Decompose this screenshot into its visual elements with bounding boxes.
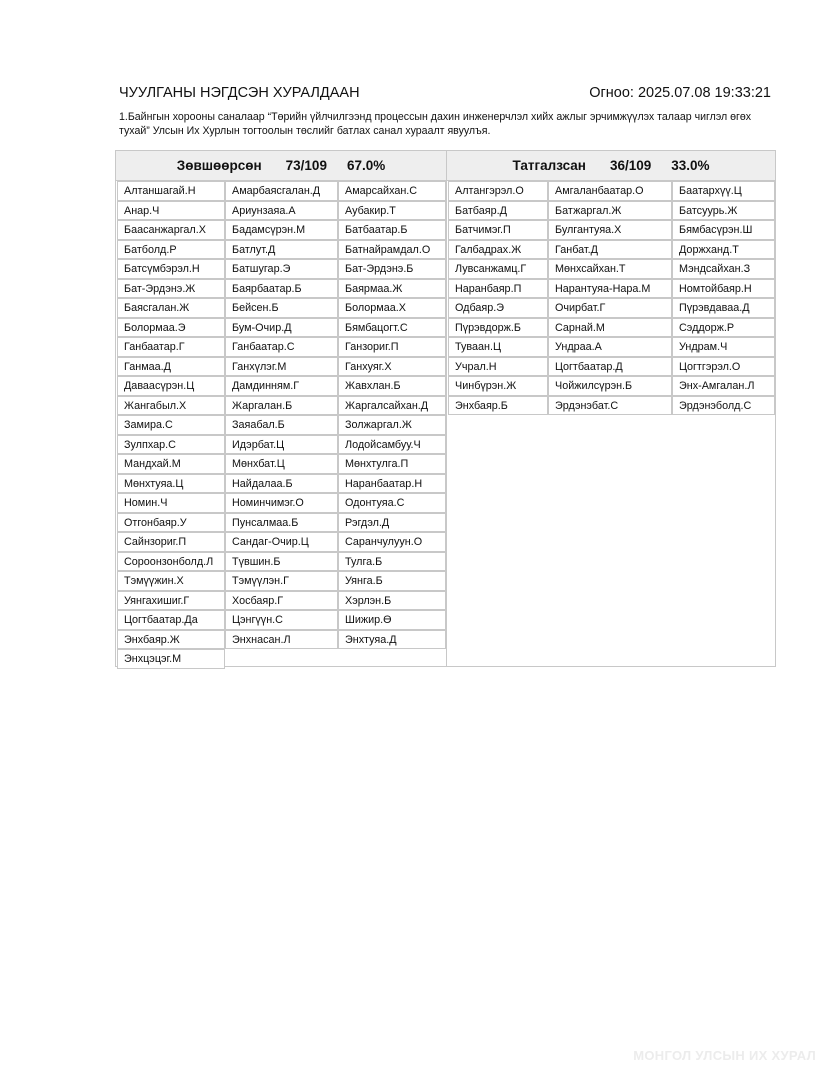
member-name-cell: Чинбүрэн.Ж xyxy=(448,376,548,396)
member-name-cell: Пүрэвдаваа.Д xyxy=(672,298,775,318)
watermark: МОНГОЛ УЛСЫН ИХ ХУРАЛ xyxy=(633,1048,816,1063)
member-name-cell: Сороонзонболд.Л xyxy=(117,552,225,572)
member-name-cell: Булгантуяа.Х xyxy=(548,220,672,240)
member-name-cell: Бат-Эрдэнэ.Б xyxy=(338,259,446,279)
member-name-cell: Ундрам.Ч xyxy=(672,337,775,357)
member-name-cell: Амарбаясгалан.Д xyxy=(225,181,338,201)
member-name-cell: Пүрэвдорж.Б xyxy=(448,318,548,338)
member-name-cell: Жангабыл.Х xyxy=(117,396,225,416)
member-name-cell: Найдалаа.Б xyxy=(225,474,338,494)
member-name-cell: Лувсанжамц.Г xyxy=(448,259,548,279)
member-name-cell: Жаргалан.Б xyxy=(225,396,338,416)
member-name-cell: Түвшин.Б xyxy=(225,552,338,572)
approved-table xyxy=(116,151,447,666)
approved-count: 73/109 xyxy=(285,158,327,173)
member-name-cell: Аубакир.Т xyxy=(338,201,446,221)
member-name-cell: Жавхлан.Б xyxy=(338,376,446,396)
member-name-cell: Рэгдэл.Д xyxy=(338,513,446,533)
rejected-percent: 33.0% xyxy=(671,158,710,173)
member-name-cell: Идэрбат.Ц xyxy=(225,435,338,455)
member-name-cell: Батболд.Р xyxy=(117,240,225,260)
member-name-cell: Лодойсамбуу.Ч xyxy=(338,435,446,455)
member-name-cell: Галбадрах.Ж xyxy=(448,240,548,260)
member-name-cell: Цогтгэрэл.О xyxy=(672,357,775,377)
member-name-cell: Баярбаатар.Б xyxy=(225,279,338,299)
member-name-cell: Цэнгүүн.С xyxy=(225,610,338,630)
member-name-cell: Батбаяр.Д xyxy=(448,201,548,221)
rejected-table xyxy=(447,151,775,666)
member-name-cell: Ганзориг.П xyxy=(338,337,446,357)
member-name-cell: Сэддорж.Р xyxy=(672,318,775,338)
member-name-cell: Мөнхбат.Ц xyxy=(225,454,338,474)
member-name-cell: Ганбаатар.Г xyxy=(117,337,225,357)
member-name-cell: Золжаргал.Ж xyxy=(338,415,446,435)
member-name-cell: Болормаа.Э xyxy=(117,318,225,338)
motion-text: 1.Байнгын хорооны саналаар “Төрийн үйлчилгээнд процессын дахин инженерчлэл хийх ажлыг эрчимжүүлэх талаар чиглэл өгөх тухай” Улсын Их Хурлын тогтоолын төслийг батлах санал хураалт явуулъя. xyxy=(119,111,752,137)
member-name-cell: Баясгалан.Ж xyxy=(117,298,225,318)
member-name-cell: Энхбаяр.Ж xyxy=(117,630,225,650)
member-name-cell: Батжаргал.Ж xyxy=(548,201,672,221)
approved-percent: 67.0% xyxy=(346,158,386,173)
member-name-cell: Одонтуяа.С xyxy=(338,493,446,513)
rejected-label: Татгалзсан xyxy=(512,158,586,173)
member-name-cell: Бейсен.Б xyxy=(225,298,338,318)
member-name-cell: Алтаншагай.Н xyxy=(117,181,225,201)
member-name-cell: Батбаатар.Б xyxy=(338,220,446,240)
member-name-cell: Бум-Очир.Д xyxy=(225,318,338,338)
member-name-cell: Баасанжаргал.Х xyxy=(117,220,225,240)
member-name-cell: Мандхай.М xyxy=(117,454,225,474)
member-name-cell: Хэрлэн.Б xyxy=(338,591,446,611)
member-name-cell: Хосбаяр.Г xyxy=(225,591,338,611)
member-name-cell: Дамдинням.Г xyxy=(225,376,338,396)
member-name-cell: Сайнзориг.П xyxy=(117,532,225,552)
member-name-cell: Замира.С xyxy=(117,415,225,435)
member-name-cell: Ганхүлэг.М xyxy=(225,357,338,377)
member-name-cell: Мөнхтулга.П xyxy=(338,454,446,474)
member-name-cell: Одбаяр.Э xyxy=(448,298,548,318)
member-name-cell: Чойжилсүрэн.Б xyxy=(548,376,672,396)
member-name-cell: Бямбасүрэн.Ш xyxy=(672,220,775,240)
member-name-cell: Энхнасан.Л xyxy=(225,630,338,650)
member-name-cell: Шижир.Ө xyxy=(338,610,446,630)
member-name-cell: Батнайрамдал.О xyxy=(338,240,446,260)
member-name-cell: Доржханд.Т xyxy=(672,240,775,260)
member-name-cell: Ганбаатар.С xyxy=(225,337,338,357)
rejected-count: 36/109 xyxy=(609,158,652,173)
member-name-cell: Номтойбаяр.Н xyxy=(672,279,775,299)
vote-date: Огноо: 2025.07.08 19:33:21 xyxy=(589,85,771,101)
page-header xyxy=(119,83,771,103)
member-name-cell: Зулпхар.С xyxy=(117,435,225,455)
member-name-cell: Очирбат.Г xyxy=(548,298,672,318)
member-name-cell: Амгаланбаатар.О xyxy=(548,181,672,201)
member-name-cell: Батсүмбэрэл.Н xyxy=(117,259,225,279)
member-name-cell: Номин.Ч xyxy=(117,493,225,513)
member-name-cell: Номинчимэг.О xyxy=(225,493,338,513)
member-name-cell: Пунсалмаа.Б xyxy=(225,513,338,533)
member-name-cell: Сарнай.М xyxy=(548,318,672,338)
member-name-cell: Энхбаяр.Б xyxy=(448,396,548,416)
member-name-cell: Учрал.Н xyxy=(448,357,548,377)
member-name-cell: Энхцэцэг.М xyxy=(117,649,225,669)
vote-results xyxy=(115,150,776,667)
approved-header xyxy=(116,151,446,181)
member-name-cell: Мөнхтуяа.Ц xyxy=(117,474,225,494)
member-name-cell: Уянгахишиг.Г xyxy=(117,591,225,611)
member-name-cell: Батчимэг.П xyxy=(448,220,548,240)
member-name-cell: Нарантуяа-Нара.М xyxy=(548,279,672,299)
member-name-cell: Саранчулуун.О xyxy=(338,532,446,552)
member-name-cell: Ганбат.Д xyxy=(548,240,672,260)
member-name-cell: Туваан.Ц xyxy=(448,337,548,357)
member-name-cell: Уянга.Б xyxy=(338,571,446,591)
member-name-cell: Энхтуяа.Д xyxy=(338,630,446,650)
member-name-cell: Даваасүрэн.Ц xyxy=(117,376,225,396)
member-name-cell: Цогтбаатар.Д xyxy=(548,357,672,377)
member-name-cell: Наранбаатар.Н xyxy=(338,474,446,494)
member-name-cell: Бямбацогт.С xyxy=(338,318,446,338)
member-name-cell: Тэмүүлэн.Г xyxy=(225,571,338,591)
member-name-cell: Ганмаа.Д xyxy=(117,357,225,377)
member-name-cell: Бадамсүрэн.М xyxy=(225,220,338,240)
member-name-cell: Батлут.Д xyxy=(225,240,338,260)
member-name-cell: Энх-Амгалан.Л xyxy=(672,376,775,396)
member-name-cell: Ундраа.А xyxy=(548,337,672,357)
member-name-cell: Баярмаа.Ж xyxy=(338,279,446,299)
member-name-cell: Мэндсайхан.З xyxy=(672,259,775,279)
approved-label: Зөвшөөрсөн xyxy=(176,158,262,173)
member-name-cell: Батшугар.Э xyxy=(225,259,338,279)
member-name-cell: Болормаа.Х xyxy=(338,298,446,318)
member-name-cell: Тэмүүжин.Х xyxy=(117,571,225,591)
member-name-cell: Мөнхсайхан.Т xyxy=(548,259,672,279)
member-name-cell: Заяабал.Б xyxy=(225,415,338,435)
member-name-cell: Тулга.Б xyxy=(338,552,446,572)
member-name-cell: Отгонбаяр.У xyxy=(117,513,225,533)
session-title: ЧУУЛГАНЫ НЭГДСЭН ХУРАЛДААН xyxy=(119,85,360,101)
member-name-cell: Эрдэнэболд.С xyxy=(672,396,775,416)
member-name-cell: Амарсайхан.С xyxy=(338,181,446,201)
rejected-header xyxy=(447,151,775,181)
member-name-cell: Бат-Эрдэнэ.Ж xyxy=(117,279,225,299)
member-name-cell: Батсуурь.Ж xyxy=(672,201,775,221)
member-name-cell: Алтангэрэл.О xyxy=(448,181,548,201)
member-name-cell: Ганхуяг.Х xyxy=(338,357,446,377)
member-name-cell: Жаргалсайхан.Д xyxy=(338,396,446,416)
member-name-cell: Наранбаяр.П xyxy=(448,279,548,299)
member-name-cell: Цогтбаатар.Да xyxy=(117,610,225,630)
member-name-cell: Сандаг-Очир.Ц xyxy=(225,532,338,552)
member-name-cell: Эрдэнэбат.С xyxy=(548,396,672,416)
member-name-cell: Баатархүү.Ц xyxy=(672,181,775,201)
member-name-cell: Ариунзаяа.А xyxy=(225,201,338,221)
member-name-cell: Анар.Ч xyxy=(117,201,225,221)
